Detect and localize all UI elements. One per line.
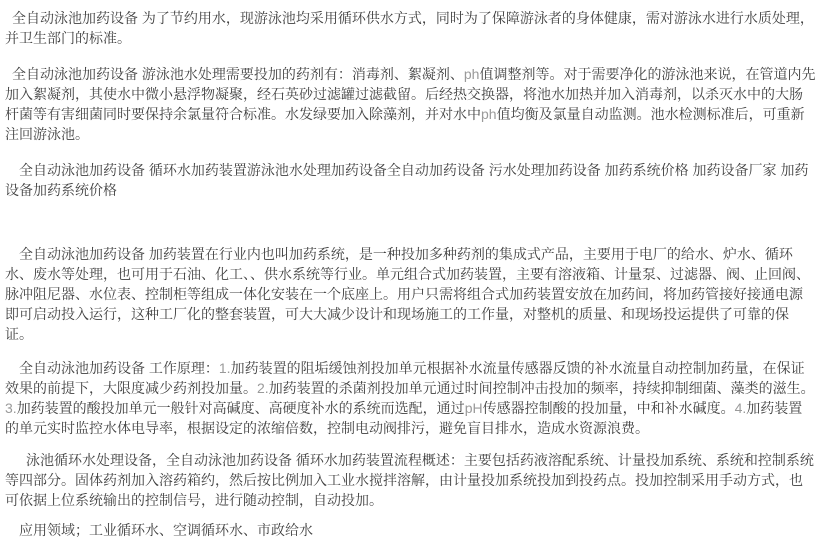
paragraph-chemicals-dosing-process: 全自动泳池加药设备 游泳池水处理需要投加的药剂有：消毒剂、絮凝剂、ph值调整剂等。对于需要净化的游泳池来说，在管道内先加入絮凝剂，其使水中微小悬浮物凝聚，经石英砂过滤罐过滤截留。后经热交换器，将池水加热并加入消毒剂，以杀灭水中的大肠杆菌等有害细菌同时要保持余氯量符合标准。水发绿要加入除藻剂，并对水中ph值均衡及氯量自动监测。池水检测标准后，可重新注回游泳池。 — [5, 66, 816, 142]
latin-text: ph — [481, 106, 497, 122]
paragraph-intro-water-saving: 全自动泳池加药设备 为了节约用水，现游泳池均采用循环供水方式，同时为了保障游泳者的身体健康，需对游泳水进行水质处理，并卫生部门的标准。 — [5, 10, 814, 46]
latin-text: 1. — [218, 360, 231, 376]
latin-text: 4. — [734, 400, 747, 416]
paragraph-dosing-system-description: 全自动泳池加药设备 加药装置在行业内也叫加药系统，是一种投加多种药剂的集成式产品，主要用于电厂的给水、炉水、循环水、废水等处理，也可用于石油、化工、、供水系统等行业。单元组合式加药装置，主要有溶液箱、计量泵、过滤器、阀、止回阀、脉冲阻尼器、水位表、控制柜等组成一体化安装在一个底座上。用户只需将组合式加药装置安放在加药间，将加药管接好接通电源即可启动投入运行，这种工厂化的整套装置，可大大减少设计和现场施工的工作量，对整机的质量、和现场投运提供了可靠的保证。 — [5, 246, 810, 342]
latin-text: 2. — [257, 380, 269, 396]
paragraph-application-fields: 应用领域；工业循环水、空调循环水、市政给水 — [19, 522, 313, 538]
paragraph-working-principle: 全自动泳池加药设备 工作原理：1.加药装置的阻垢缓蚀剂投加单元根据补水流量传感器反馈的补水流量自动控制加药量，在保证效果的前提下，大限度减少药剂投加量。2.加药装置的杀菌剂投加单元通过时间控制冲击投加的频率，持续抑制细菌、藻类的滋生。3.加药装置的酸投加单元一般针对高碱度、高硬度补水的系统而选配，通过pH传感器控制酸的投加量，中和补水碱度。4.加药装置的单元实时监控水体电导率，根据设定的浓缩倍数，控制电动阀排污，避免盲目排水，造成水资源浪费。 — [5, 360, 815, 436]
latin-text: ph — [463, 66, 480, 82]
paragraph-keywords-line: 全自动泳池加药设备 循环水加药装置游泳池水处理加药设备全自动加药设备 污水处理加药设备 加药系统价格 加药设备厂家 加药设备加药系统价格 — [5, 162, 809, 198]
latin-text: pH — [464, 400, 483, 416]
latin-text: 3. — [5, 400, 17, 416]
paragraph-process-overview: 泳池循环水处理设备，全自动泳池加药设备 循环水加药装置流程概述：主要包括药液溶配系统、计量投加系统、系统和控制系统等四部分。固体药剂加入溶药箱约，然后按比例加入工业水搅拌溶解，由计量投加系统投加到投药点。投加控制采用手动方式，也可依据上位系统输出的控制信号，进行随动控制，自动投加。 — [5, 452, 814, 508]
